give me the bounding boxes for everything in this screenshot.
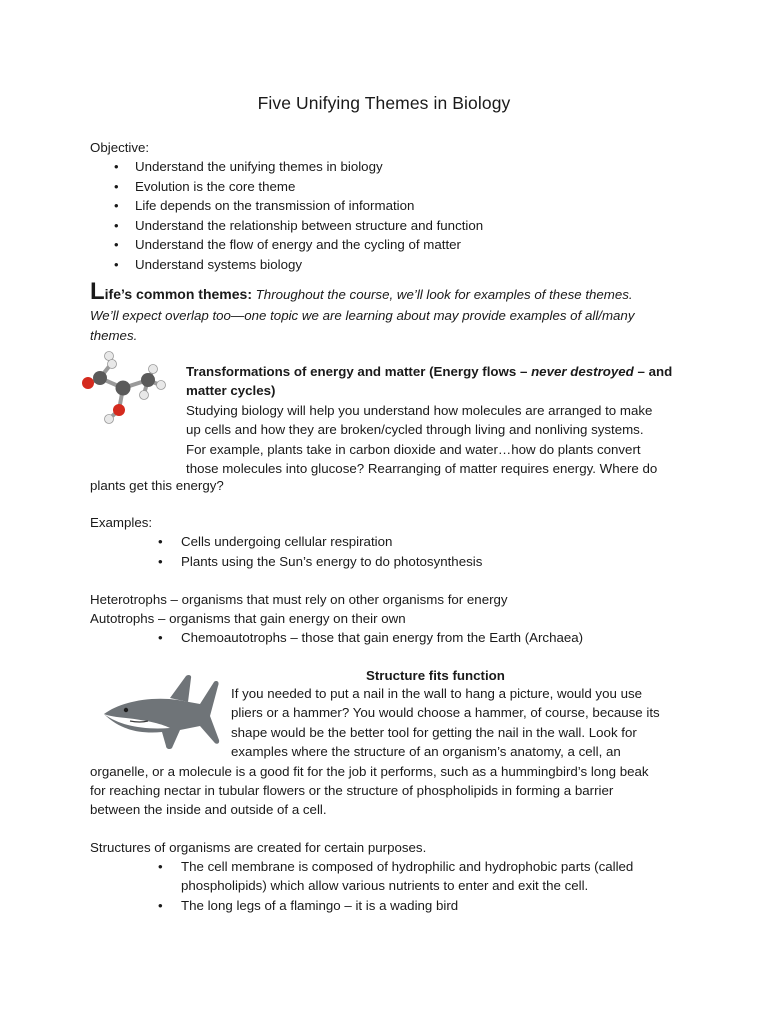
text-line: for reaching nectar in tubular flowers or the structure of phospholipids in forming a barrier [90, 783, 614, 798]
autotrophs-definition: Autotrophs – organisms that gain energy on their own [90, 611, 406, 626]
heading-emphasis: never destroyed [531, 364, 634, 379]
examples-list [90, 532, 482, 571]
heterotrophs-definition: Heterotrophs – organisms that must rely on other organisms for energy [90, 592, 508, 607]
page-title: Five Unifying Themes in Biology [257, 93, 511, 113]
heading-part: Transformations of energy and matter (Energy flows – [186, 364, 532, 379]
list-item: • Cells undergoing cellular respiration [90, 532, 482, 552]
list-item: • Understand the flow of energy and the cycling of matter [90, 235, 483, 255]
drop-letter: L [90, 278, 105, 305]
structure-function-heading: Structure fits function [366, 668, 505, 683]
text-line: between the inside and outside of a cell. [90, 802, 327, 817]
list-item: • Understand systems biology [90, 255, 483, 275]
text-line: If you needed to put a nail in the wall to hang a picture, would you use [231, 686, 643, 701]
text-line: For example, plants take in carbon dioxide and water…how do plants convert [186, 441, 641, 457]
text-line: examples where the structure of an organism’s anatomy, a cell, an [231, 744, 621, 760]
energy-matter-heading [186, 362, 686, 401]
themes-intro: Throughout the course, we’ll look for examples of these themes. [251, 287, 633, 302]
list-item: • Plants using the Sun’s energy to do photosynthesis [90, 552, 482, 572]
list-item: • Chemoautotrophs – those that gain energy from the Earth (Archaea) [90, 628, 583, 648]
list-item: • Evolution is the core theme [90, 177, 483, 197]
list-item-line: • The cell membrane is composed of hydrophilic and hydrophobic parts (called [181, 859, 634, 874]
text-line: those molecules into glucose? Rearranging of matter requires energy. Where do [186, 461, 658, 477]
list-item: • Understand the relationship between structure and function [90, 216, 483, 236]
objective-label: Objective: [90, 140, 150, 155]
structures-list [90, 857, 633, 915]
text-line: pliers or a hammer? You would choose a hammer, of course, because its [231, 705, 660, 721]
text-line: plants get this energy? [90, 478, 224, 493]
examples-label: Examples: [90, 515, 153, 530]
list-item-line: phospholipids) which allow various nutrients to enter and exit the cell. [181, 878, 589, 894]
structure-function-text [231, 684, 681, 762]
list-item [90, 857, 633, 896]
text-line: organelle, or a molecule is a good fit for the job it performs, such as a hummingbird’s long beak [90, 764, 649, 779]
text-line: shape would be the better tool for getting the nail in the wall. Look for [231, 724, 637, 740]
molecule-icon [78, 350, 168, 425]
energy-matter-section [186, 362, 686, 478]
list-item: • Understand the unifying themes in biology [90, 157, 483, 177]
text-line: Studying biology will help you understand how molecules are arranged to make [186, 402, 653, 418]
heading-part: – and matter cycles) [186, 364, 673, 399]
list-item: • Life depends on the transmission of information [90, 196, 483, 216]
list-item: • The long legs of a flamingo – it is a wading bird [90, 896, 633, 915]
shark-icon [100, 674, 222, 750]
text-line: up cells and how they are broken/cycled through living and nonliving systems. [186, 422, 644, 438]
themes-heading: ife’s common themes [104, 286, 248, 302]
common-themes-paragraph [90, 280, 670, 345]
trophs-list [90, 628, 583, 648]
objective-list [90, 157, 483, 275]
themes-overlap: We’ll expect overlap too—one topic we are learning about may provide examples of all/many themes. [90, 308, 635, 343]
structures-purposes: Structures of organisms are created for certain purposes. [90, 840, 427, 855]
themes-colon: : [247, 286, 252, 302]
